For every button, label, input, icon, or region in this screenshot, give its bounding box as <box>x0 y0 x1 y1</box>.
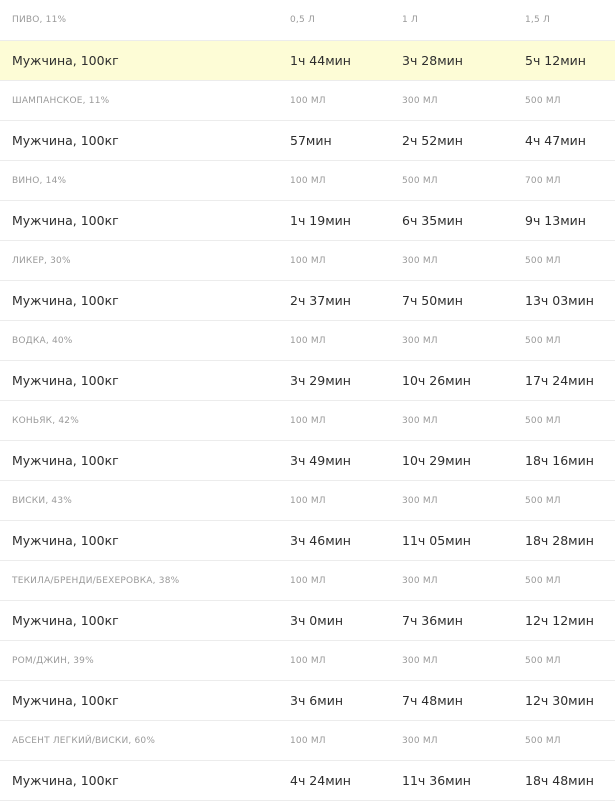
time-small: 1ч 19мин <box>290 213 351 228</box>
time-small: 4ч 24мин <box>290 773 351 788</box>
profile-label: Мужчина, 100кг <box>12 133 119 148</box>
volume-medium: 300 МЛ <box>402 655 438 666</box>
drink-name: ЛИКЕР, 30% <box>12 255 71 266</box>
volume-large: 700 МЛ <box>525 175 561 186</box>
drink-name: ВОДКА, 40% <box>12 335 73 346</box>
volume-medium: 300 МЛ <box>402 495 438 506</box>
volume-large: 500 МЛ <box>525 735 561 746</box>
volume-medium: 500 МЛ <box>402 175 438 186</box>
volume-large: 500 МЛ <box>525 415 561 426</box>
time-medium: 7ч 36мин <box>402 613 463 628</box>
drink-data-row <box>0 201 615 241</box>
time-small: 3ч 6мин <box>290 693 343 708</box>
drink-header-row <box>0 641 615 681</box>
volume-small: 0,5 Л <box>290 15 315 25</box>
time-small: 2ч 37мин <box>290 293 351 308</box>
time-large: 12ч 12мин <box>525 613 594 628</box>
volume-medium: 300 МЛ <box>402 735 438 746</box>
volume-small: 100 МЛ <box>290 335 326 346</box>
volume-medium: 300 МЛ <box>402 95 438 106</box>
drink-data-row <box>0 361 615 401</box>
volume-large: 500 МЛ <box>525 95 561 106</box>
profile-label: Мужчина, 100кг <box>12 773 119 788</box>
time-small: 57мин <box>290 133 332 148</box>
time-small: 3ч 29мин <box>290 373 351 388</box>
volume-large: 1,5 Л <box>525 15 550 25</box>
profile-label: Мужчина, 100кг <box>12 373 119 388</box>
volume-large: 500 МЛ <box>525 335 561 346</box>
volume-small: 100 МЛ <box>290 175 326 186</box>
drink-data-row <box>0 121 615 161</box>
drink-header-row <box>0 721 615 761</box>
drink-data-row <box>0 601 615 641</box>
time-small: 1ч 44мин <box>290 53 351 68</box>
time-large: 9ч 13мин <box>525 213 586 228</box>
drink-header-row <box>0 481 615 521</box>
time-large: 12ч 30мин <box>525 693 594 708</box>
drink-name: РОМ/ДЖИН, 39% <box>12 655 94 666</box>
profile-label: Мужчина, 100кг <box>12 293 119 308</box>
profile-label: Мужчина, 100кг <box>12 533 119 548</box>
drink-data-row <box>0 681 615 721</box>
volume-small: 100 МЛ <box>290 495 326 506</box>
volume-small: 100 МЛ <box>290 735 326 746</box>
time-medium: 7ч 48мин <box>402 693 463 708</box>
time-large: 13ч 03мин <box>525 293 594 308</box>
volume-small: 100 МЛ <box>290 95 326 106</box>
drink-header-row <box>0 561 615 601</box>
volume-large: 500 МЛ <box>525 655 561 666</box>
drink-data-row <box>0 441 615 481</box>
volume-small: 100 МЛ <box>290 575 326 586</box>
time-large: 18ч 16мин <box>525 453 594 468</box>
drink-name: ШАМПАНСКОЕ, 11% <box>12 95 110 106</box>
drink-name: ВИСКИ, 43% <box>12 495 73 506</box>
drink-name: ВИНО, 14% <box>12 175 67 186</box>
volume-large: 500 МЛ <box>525 255 561 266</box>
drink-header-row <box>0 401 615 441</box>
time-medium: 11ч 36мин <box>402 773 471 788</box>
time-medium: 7ч 50мин <box>402 293 463 308</box>
volume-large: 500 МЛ <box>525 575 561 586</box>
drink-data-row <box>0 281 615 321</box>
time-medium: 11ч 05мин <box>402 533 471 548</box>
drink-header-row <box>0 161 615 201</box>
volume-medium: 300 МЛ <box>402 255 438 266</box>
drink-data-row <box>0 761 615 801</box>
time-medium: 6ч 35мин <box>402 213 463 228</box>
drink-name: АБСЕНТ ЛЕГКИЙ/ВИСКИ, 60% <box>12 735 156 746</box>
time-small: 3ч 46мин <box>290 533 351 548</box>
profile-label: Мужчина, 100кг <box>12 53 119 68</box>
drink-name: КОНЬЯК, 42% <box>12 415 79 426</box>
volume-small: 100 МЛ <box>290 415 326 426</box>
drink-header-row <box>0 81 615 121</box>
drink-data-row <box>0 41 615 81</box>
profile-label: Мужчина, 100кг <box>12 453 119 468</box>
profile-label: Мужчина, 100кг <box>12 613 119 628</box>
volume-medium: 300 МЛ <box>402 575 438 586</box>
time-medium: 10ч 29мин <box>402 453 471 468</box>
time-medium: 10ч 26мин <box>402 373 471 388</box>
drink-data-row <box>0 521 615 561</box>
volume-medium: 1 Л <box>402 15 418 25</box>
time-small: 3ч 49мин <box>290 453 351 468</box>
time-medium: 2ч 52мин <box>402 133 463 148</box>
volume-medium: 300 МЛ <box>402 335 438 346</box>
time-medium: 3ч 28мин <box>402 53 463 68</box>
drink-header-row <box>0 0 615 41</box>
drink-header-row <box>0 321 615 361</box>
time-small: 3ч 0мин <box>290 613 343 628</box>
volume-medium: 300 МЛ <box>402 415 438 426</box>
profile-label: Мужчина, 100кг <box>12 693 119 708</box>
time-large: 18ч 28мин <box>525 533 594 548</box>
volume-small: 100 МЛ <box>290 255 326 266</box>
profile-label: Мужчина, 100кг <box>12 213 119 228</box>
volume-small: 100 МЛ <box>290 655 326 666</box>
time-large: 5ч 12мин <box>525 53 586 68</box>
time-large: 4ч 47мин <box>525 133 586 148</box>
drink-header-row <box>0 241 615 281</box>
drink-name: ТЕКИЛА/БРЕНДИ/БЕХЕРОВКА, 38% <box>12 575 180 586</box>
time-large: 17ч 24мин <box>525 373 594 388</box>
time-large: 18ч 48мин <box>525 773 594 788</box>
volume-large: 500 МЛ <box>525 495 561 506</box>
drink-name: ПИВО, 11% <box>12 15 67 25</box>
